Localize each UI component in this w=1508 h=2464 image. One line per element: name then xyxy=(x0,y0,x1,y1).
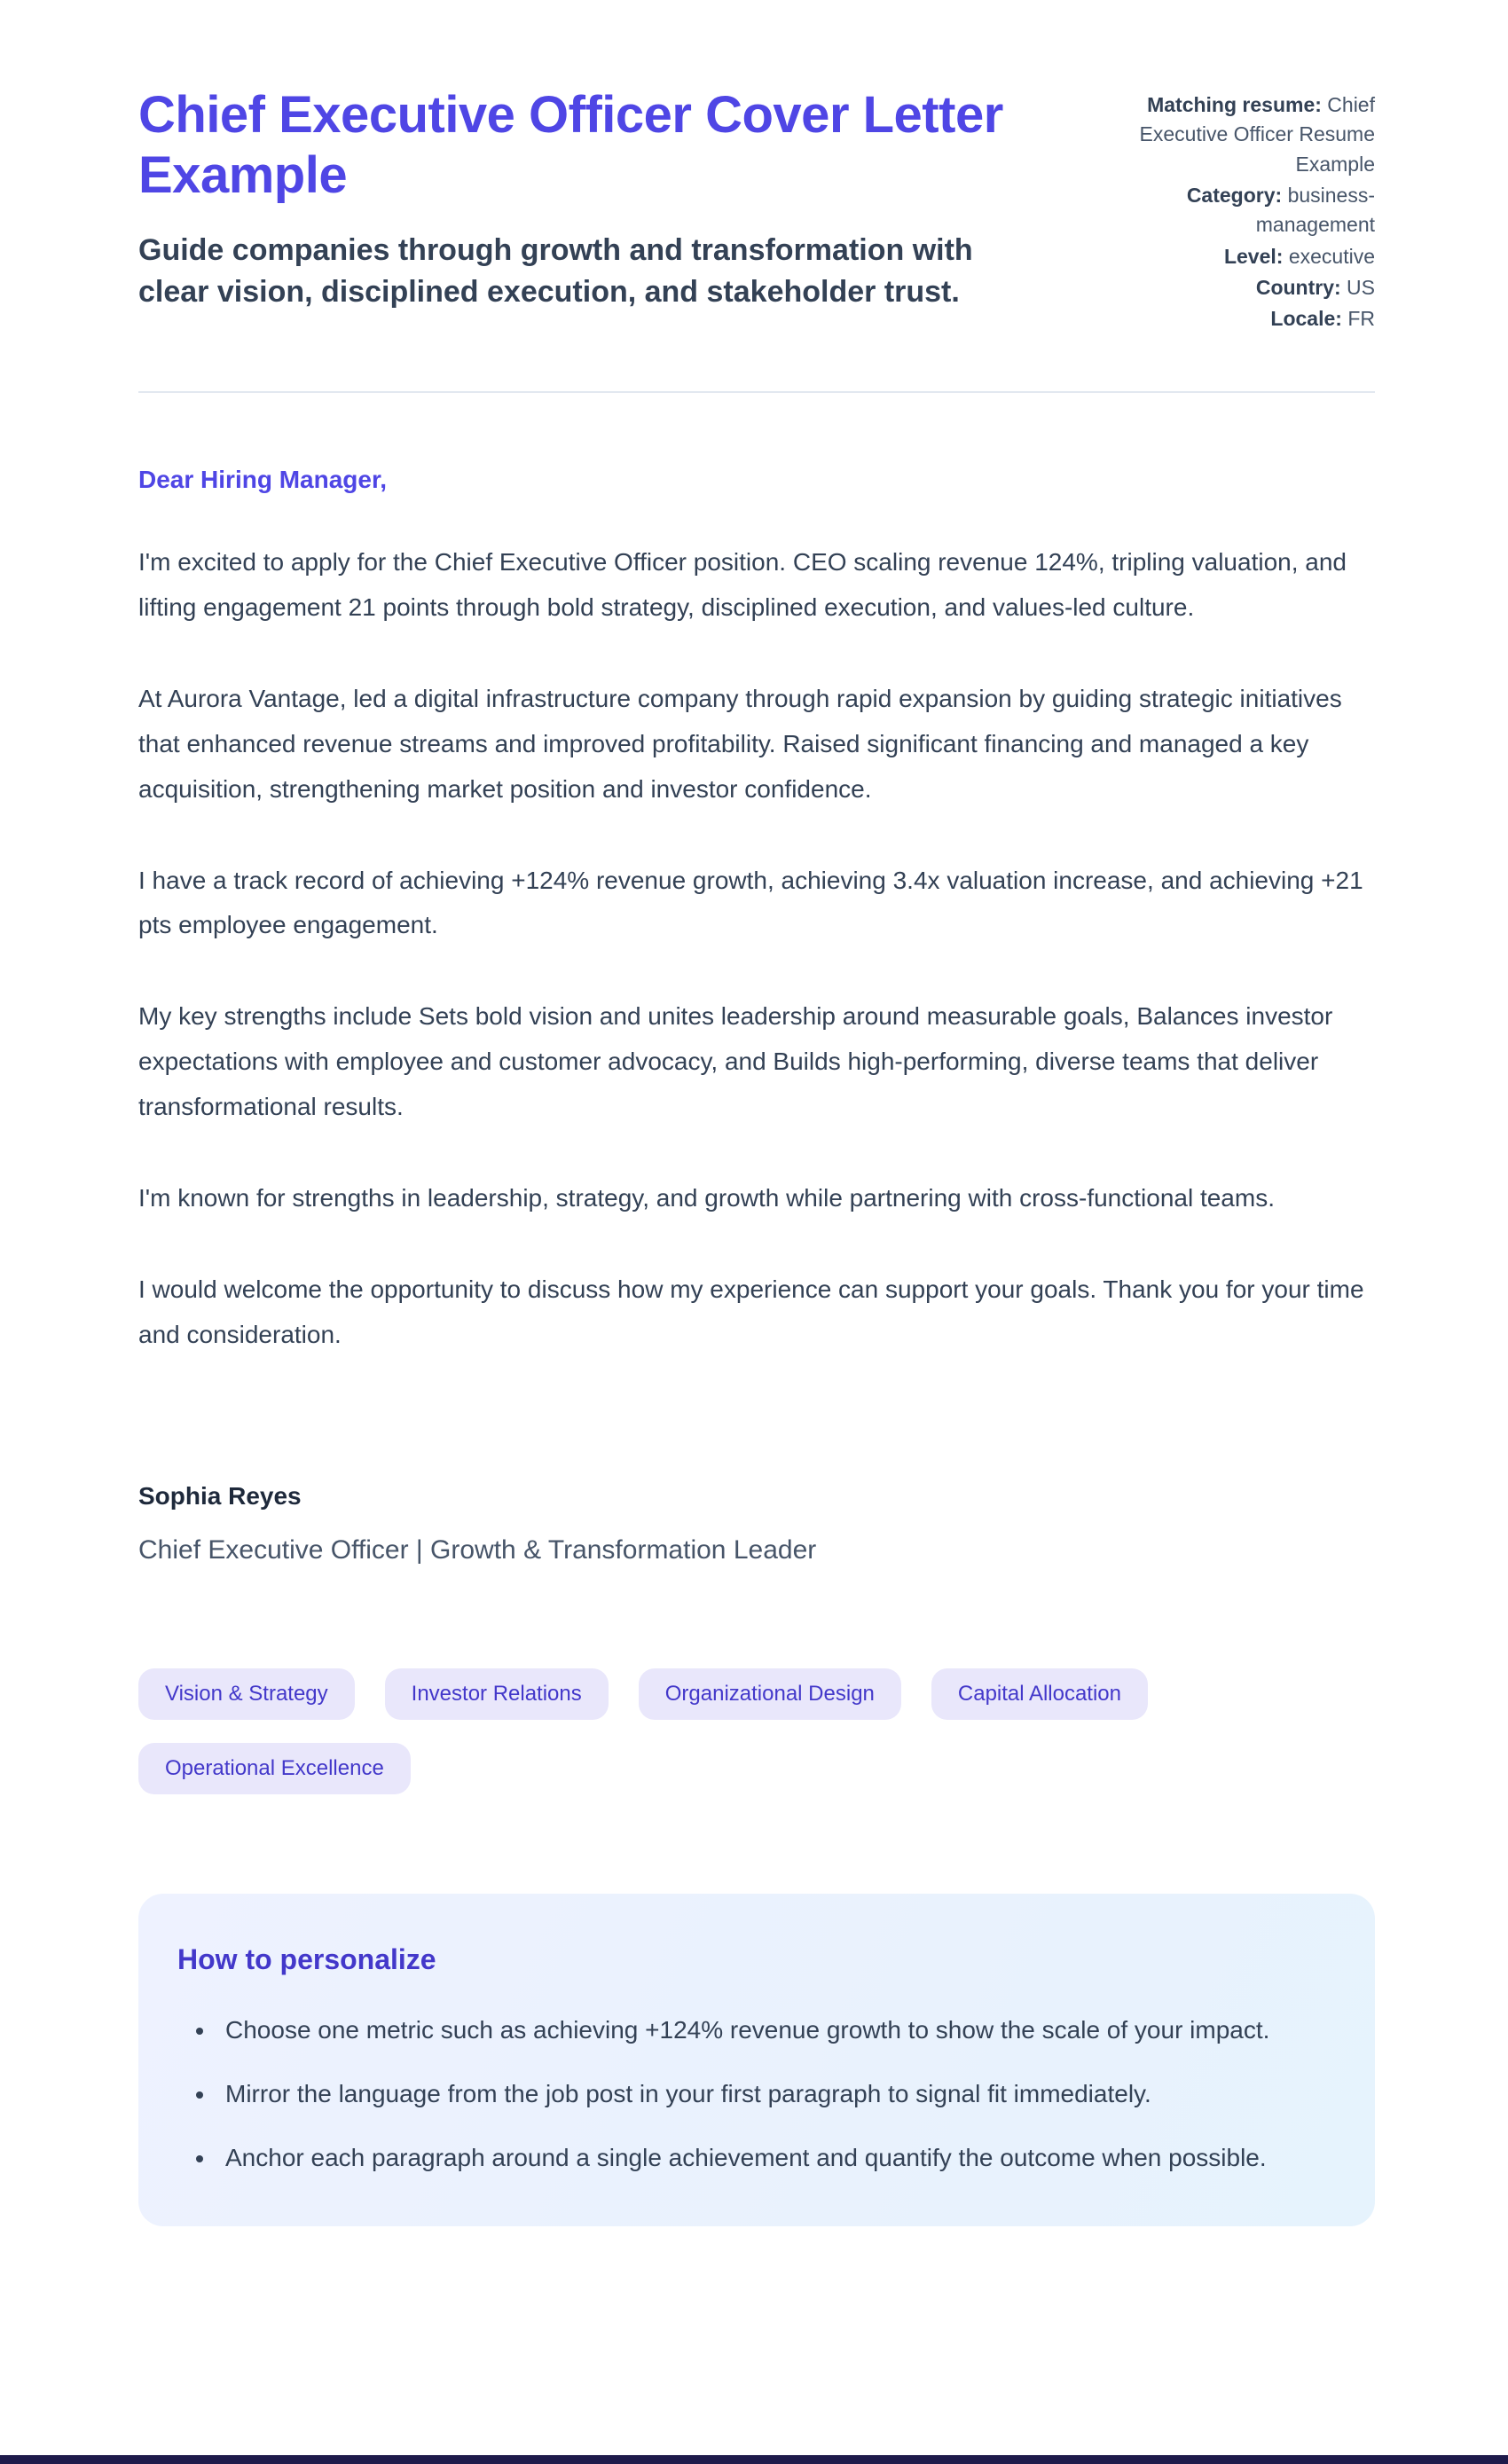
footer-bar xyxy=(0,2455,1508,2464)
letter-paragraph: My key strengths include Sets bold vision and unites leadership around measurable goals, Balances investor expectations with employee and customer advocacy, and Builds high-performing, diverse teams that deliver transformational results. xyxy=(138,1002,1333,1121)
skill-tag: Capital Allocation xyxy=(931,1668,1148,1720)
letter-paragraph: I would welcome the opportunity to discuss how my experience can support your goals. Thank you for your time and consideration. xyxy=(138,1275,1364,1349)
meta-row xyxy=(1091,304,1375,334)
skill-tag: Investor Relations xyxy=(385,1668,609,1720)
personalize-tip: • Anchor each paragraph around a single achievement and quantify the outcome when possible. xyxy=(216,2136,1316,2180)
skill-tag: Vision & Strategy xyxy=(138,1668,355,1720)
letter-paragraph: I'm excited to apply for the Chief Executive Officer position. CEO scaling revenue 124%, tripling valuation, and lifting engagement 21 points through bold strategy, disciplined execution, and values-led culture. xyxy=(138,547,1347,621)
skill-tag-list xyxy=(138,1668,1247,1794)
personalize-tip: • Choose one metric such as achieving +124% revenue growth to show the scale of your impact. xyxy=(216,2008,1316,2052)
signature-name: Sophia Reyes xyxy=(138,1482,302,1511)
signature-block xyxy=(138,1482,1375,1566)
meta-label: Level: xyxy=(1223,244,1284,268)
page-subtitle: Guide companies through growth and transformation with clear vision, disciplined execution, and stakeholder trust. xyxy=(138,232,973,310)
meta-row xyxy=(1091,90,1375,179)
header-divider xyxy=(138,391,1375,393)
letter-paragraph: I have a track record of achieving +124% revenue growth, achieving 3.4x valuation increase, and achieving +21 pts employee engagement. xyxy=(138,866,1363,939)
meta-value: Chief Executive Officer Resume Example xyxy=(1139,93,1375,176)
meta-label: Locale: xyxy=(1270,307,1342,331)
meta-row xyxy=(1091,242,1375,271)
meta-label: Country: xyxy=(1255,276,1341,300)
meta-value: US xyxy=(1347,276,1375,300)
header xyxy=(138,85,1375,336)
header-left xyxy=(138,85,1038,314)
personalize-tip: • Mirror the language from the job post in your first paragraph to signal fit immediately. xyxy=(216,2072,1316,2116)
cover-letter-body xyxy=(138,466,1375,1566)
letter-paragraph: At Aurora Vantage, led a digital infrastructure company through rapid expansion by guiding strategic initiatives that enhanced revenue streams and improved profitability. Raised significant financing and managed a key acquisition, strengthening market position and investor confidence. xyxy=(138,684,1342,803)
meta-value: business-management xyxy=(1255,184,1375,237)
header-meta xyxy=(1091,85,1375,336)
personalize-heading: How to personalize xyxy=(177,1943,436,1976)
letter-paragraph: I'm known for strengths in leadership, strategy, and growth while partnering with cross-functional teams. xyxy=(138,1184,1275,1212)
meta-value: executive xyxy=(1288,244,1375,268)
signature-title: Chief Executive Officer | Growth & Transformation Leader xyxy=(138,1535,817,1566)
meta-value: FR xyxy=(1347,307,1375,331)
skill-tag: Organizational Design xyxy=(639,1668,901,1720)
page-title: Chief Executive Officer Cover Letter Example xyxy=(138,86,1003,205)
meta-label: Category: xyxy=(1186,184,1283,208)
meta-row xyxy=(1091,181,1375,240)
personalize-card xyxy=(138,1894,1375,2225)
meta-row xyxy=(1091,273,1375,302)
personalize-tip-list xyxy=(177,2008,1329,2179)
salutation: Dear Hiring Manager, xyxy=(138,465,388,493)
meta-label: Matching resume: xyxy=(1147,93,1322,116)
skill-tag: Operational Excellence xyxy=(138,1743,411,1794)
